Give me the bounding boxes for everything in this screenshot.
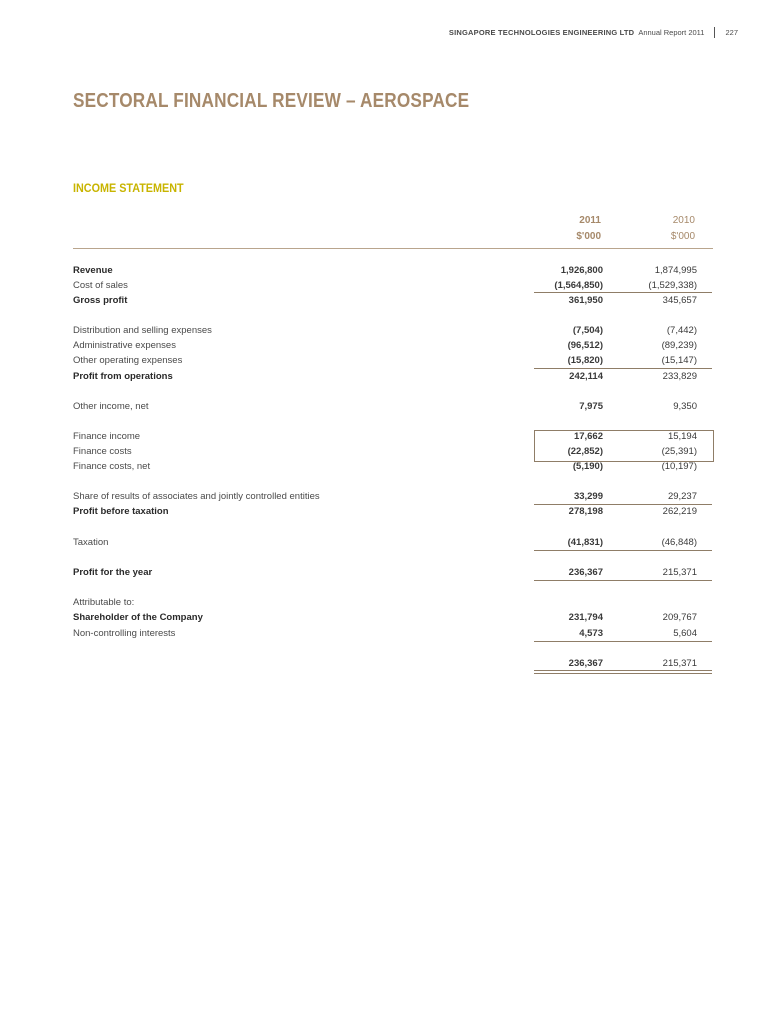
subtotal-rule [534,292,712,293]
value-2010: 215,371 [662,658,697,669]
column-unit-2010: $'000 [670,231,695,242]
page-title: SECTORAL FINANCIAL REVIEW – AEROSPACE [73,90,470,112]
value-2010: 345,657 [662,295,697,306]
total-double-rule-bottom [534,673,712,674]
value-2010: (7,442) [666,325,697,336]
table-row [73,293,713,308]
total-double-rule-top [534,670,712,671]
row-label: Non-controlling interests [73,628,176,639]
value-2011: (15,820) [567,355,603,366]
subtotal-rule [534,641,712,642]
row-label: Finance costs [73,446,132,457]
value-2011: (1,564,850) [554,280,603,291]
page-number: 227 [725,27,738,37]
table-row [73,535,713,550]
table-row [73,323,713,338]
value-2010: (10,197) [661,461,697,472]
table-row [73,504,713,519]
value-2011: 236,367 [568,567,603,578]
value-2011: 242,114 [569,371,603,382]
table-row [73,656,713,671]
table-row [73,278,713,293]
column-unit-2011: $'000 [576,231,601,242]
table-row [73,595,713,610]
table-row [73,369,713,384]
row-label: Profit from operations [73,371,173,382]
row-label: Shareholder of the Company [73,612,203,623]
value-2010: (15,147) [661,355,697,366]
value-2011: 236,367 [568,658,603,669]
row-label: Attributable to: [73,597,135,608]
row-label: Other income, net [73,401,149,412]
row-label: Taxation [73,537,109,548]
subtotal-rule [534,550,712,551]
value-2010: 209,767 [662,612,697,623]
value-2011: 17,662 [573,431,603,442]
table-row [73,353,713,368]
value-2010: 15,194 [667,431,697,442]
value-2011: (96,512) [567,340,603,351]
table-row [73,263,713,278]
value-2011: 361,950 [568,295,603,306]
value-2011: (7,504) [572,325,603,336]
header-divider [714,27,715,38]
value-2011: (41,831) [567,537,603,548]
table-row [73,565,713,580]
row-label: Distribution and selling expenses [73,325,212,336]
value-2011: 4,573 [579,628,603,639]
value-2010: (1,529,338) [648,280,697,291]
value-2011: 33,299 [573,491,603,502]
table-row [73,610,713,625]
value-2011: 231,794 [568,612,603,623]
column-year-2010: 2010 [672,215,695,226]
value-2011: (5,190) [572,461,603,472]
column-year-2011: 2011 [579,215,601,226]
value-2010: 29,237 [667,491,697,502]
report-name: Annual Report 2011 [638,27,705,37]
value-2010: 233,829 [662,371,697,382]
value-2010: 5,604 [673,628,697,639]
value-2010: (46,848) [661,537,697,548]
running-header [449,26,738,38]
value-2011: 7,975 [579,401,603,412]
value-2010: 9,350 [673,401,697,412]
row-label: Cost of sales [73,280,128,291]
value-2010: 262,219 [662,506,697,517]
table-row [73,626,713,641]
table-row [73,338,713,353]
row-label: Profit for the year [73,567,153,578]
subtotal-rule [534,504,712,505]
row-label: Revenue [73,265,113,276]
subtotal-rule [534,368,712,369]
row-label: Other operating expenses [73,355,183,366]
row-label: Share of results of associates and jointly controlled entities [73,491,320,502]
value-2010: 215,371 [662,567,697,578]
finance-block-border [534,430,714,462]
value-2011: 278,198 [568,506,603,517]
value-2011: 1,926,800 [560,265,603,276]
header-rule [73,248,713,249]
company-name: SINGAPORE TECHNOLOGIES ENGINEERING LTD [448,27,635,37]
table-row [73,399,713,414]
row-label: Finance costs, net [73,461,151,472]
row-label: Gross profit [73,295,128,306]
table-row [73,489,713,504]
row-label: Administrative expenses [73,340,176,351]
value-2010: 1,874,995 [654,265,697,276]
row-label: Finance income [73,431,141,442]
row-label: Profit before taxation [73,506,169,517]
value-2010: (89,239) [661,340,697,351]
section-title: INCOME STATEMENT [73,181,184,195]
value-2010: (25,391) [661,446,697,457]
value-2011: (22,852) [567,446,603,457]
subtotal-rule [534,580,712,581]
